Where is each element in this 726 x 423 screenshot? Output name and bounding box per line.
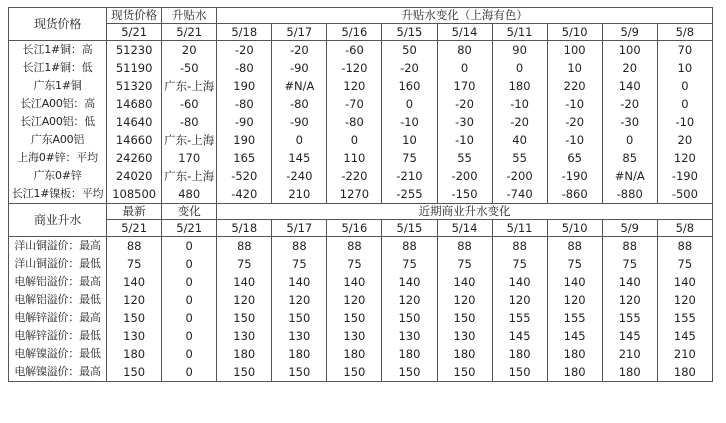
table-row xyxy=(9,291,713,309)
row-label: 长江1#铜：低 xyxy=(9,59,107,77)
history-cell: 88 xyxy=(382,237,437,256)
price-table-container xyxy=(8,7,713,382)
premium-cell: 170 xyxy=(162,149,217,167)
change-cell: 110 xyxy=(327,149,382,167)
row-label: 电解镍溢价：最高 xyxy=(9,363,107,382)
change-cell: -500 xyxy=(657,185,712,204)
history-cell: 180 xyxy=(547,345,602,363)
history-cell: 88 xyxy=(547,237,602,256)
commercial-date-4: 5/14 xyxy=(437,220,492,237)
history-cell: 180 xyxy=(272,345,327,363)
change-cell: 0 xyxy=(657,95,712,113)
history-cell: 120 xyxy=(547,291,602,309)
history-cell: 150 xyxy=(382,363,437,382)
table-row xyxy=(9,273,713,291)
history-cell: 75 xyxy=(217,255,272,273)
change-cell: 0 xyxy=(162,237,217,256)
change-cell: 75 xyxy=(382,149,437,167)
change-cell: 40 xyxy=(492,131,547,149)
change-cell: #N/A xyxy=(272,77,327,95)
row-label: 电解铝溢价：最高 xyxy=(9,273,107,291)
row-label: 长江1#镍板：平均 xyxy=(9,185,107,204)
history-cell: 210 xyxy=(657,345,712,363)
premium-cell: 广东-上海 xyxy=(162,131,217,149)
spot-price-date: 5/21 xyxy=(107,24,162,41)
latest-cell: 120 xyxy=(107,291,162,309)
spot-date-3: 5/15 xyxy=(382,24,437,41)
commercial-date-0: 5/18 xyxy=(217,220,272,237)
table-row xyxy=(9,95,713,113)
history-cell: 150 xyxy=(492,363,547,382)
history-cell: 145 xyxy=(492,327,547,345)
history-cell: 140 xyxy=(602,273,657,291)
change-cell: 0 xyxy=(327,131,382,149)
commercial-date-5: 5/11 xyxy=(492,220,547,237)
history-cell: 150 xyxy=(217,309,272,327)
change-cell: 85 xyxy=(602,149,657,167)
history-cell: 120 xyxy=(602,291,657,309)
history-cell: 88 xyxy=(602,237,657,256)
history-cell: 140 xyxy=(217,273,272,291)
change-cell: -20 xyxy=(437,95,492,113)
latest-cell: 180 xyxy=(107,345,162,363)
change-cell: -70 xyxy=(327,95,382,113)
spot-price-cell: 24260 xyxy=(107,149,162,167)
change-cell: -20 xyxy=(602,95,657,113)
history-cell: 120 xyxy=(382,291,437,309)
change-cell: 70 xyxy=(657,41,712,60)
change-cell: -520 xyxy=(217,167,272,185)
change-cell: 55 xyxy=(492,149,547,167)
change-cell: 180 xyxy=(492,77,547,95)
change-cell: -20 xyxy=(547,113,602,131)
commercial-section-label: 商业升水 xyxy=(9,204,107,237)
spot-price-cell: 51190 xyxy=(107,59,162,77)
table-row xyxy=(9,327,713,345)
change-cell: -740 xyxy=(492,185,547,204)
history-cell: 88 xyxy=(492,237,547,256)
change-cell: -80 xyxy=(217,59,272,77)
history-cell: 130 xyxy=(272,327,327,345)
history-cell: 140 xyxy=(272,273,327,291)
change-cell: 1270 xyxy=(327,185,382,204)
commercial-date-6: 5/10 xyxy=(547,220,602,237)
history-cell: 140 xyxy=(382,273,437,291)
change-cell: -10 xyxy=(492,95,547,113)
history-cell: 150 xyxy=(327,363,382,382)
spot-price-cell: 51230 xyxy=(107,41,162,60)
table-row xyxy=(9,113,713,131)
change-cell: 140 xyxy=(602,77,657,95)
history-cell: 130 xyxy=(327,327,382,345)
history-cell: 120 xyxy=(327,291,382,309)
history-cell: 140 xyxy=(437,273,492,291)
premium-cell: -80 xyxy=(162,113,217,131)
change-cell: -90 xyxy=(272,113,327,131)
change-cell: -240 xyxy=(272,167,327,185)
change-cell: -20 xyxy=(382,59,437,77)
history-cell: 150 xyxy=(437,363,492,382)
spot-price-cell: 14680 xyxy=(107,95,162,113)
history-cell: 150 xyxy=(382,309,437,327)
spot-price-cell: 14660 xyxy=(107,131,162,149)
history-cell: 120 xyxy=(492,291,547,309)
latest-cell: 75 xyxy=(107,255,162,273)
change-cell: 0 xyxy=(162,363,217,382)
table-row xyxy=(9,363,713,382)
change-cell: 10 xyxy=(382,131,437,149)
history-cell: 155 xyxy=(602,309,657,327)
history-cell: 145 xyxy=(657,327,712,345)
change-cell: 100 xyxy=(547,41,602,60)
history-cell: 140 xyxy=(327,273,382,291)
history-cell: 88 xyxy=(437,237,492,256)
table-row xyxy=(9,167,713,185)
history-cell: 120 xyxy=(217,291,272,309)
change-cell: 10 xyxy=(657,59,712,77)
change-cell: 100 xyxy=(602,41,657,60)
change-cell: 0 xyxy=(492,59,547,77)
table-row xyxy=(9,237,713,256)
latest-cell: 150 xyxy=(107,363,162,382)
change-cell: -10 xyxy=(657,113,712,131)
change-cell: -200 xyxy=(492,167,547,185)
commercial-rows xyxy=(9,237,713,382)
change-cell: -190 xyxy=(657,167,712,185)
row-label: 洋山铜溢价：最低 xyxy=(9,255,107,273)
row-label: 长江1#铜：高 xyxy=(9,41,107,60)
history-cell: 180 xyxy=(547,363,602,382)
latest-cell: 140 xyxy=(107,273,162,291)
row-label: 长江A00铝：高 xyxy=(9,95,107,113)
history-cell: 120 xyxy=(657,291,712,309)
change-cell: -80 xyxy=(217,95,272,113)
change-cell: 0 xyxy=(437,59,492,77)
history-cell: 75 xyxy=(657,255,712,273)
history-cell: 88 xyxy=(272,237,327,256)
spot-section-label: 现货价格 xyxy=(9,8,107,41)
history-cell: 210 xyxy=(602,345,657,363)
spot-price-cell: 51320 xyxy=(107,77,162,95)
history-cell: 88 xyxy=(657,237,712,256)
history-cell: 75 xyxy=(327,255,382,273)
change-cell: 210 xyxy=(272,185,327,204)
change-cell: 10 xyxy=(547,59,602,77)
change-cell: 0 xyxy=(162,273,217,291)
change-cell: 120 xyxy=(657,149,712,167)
history-cell: 145 xyxy=(602,327,657,345)
change-cell: 80 xyxy=(437,41,492,60)
spot-date-4: 5/14 xyxy=(437,24,492,41)
change-cell: 0 xyxy=(162,327,217,345)
spot-change-title: 升贴水变化（上海有色） xyxy=(217,8,713,24)
spot-date-2: 5/16 xyxy=(327,24,382,41)
history-cell: 180 xyxy=(327,345,382,363)
premium-cell: 广东-上海 xyxy=(162,167,217,185)
change-cell: -90 xyxy=(272,59,327,77)
spot-price-cell: 24020 xyxy=(107,167,162,185)
change-cell: 55 xyxy=(437,149,492,167)
history-cell: 88 xyxy=(327,237,382,256)
row-label: 电解锌溢价：最低 xyxy=(9,327,107,345)
row-label: 上海0#锌：平均 xyxy=(9,149,107,167)
commercial-change-title: 近期商业升水变化 xyxy=(217,204,713,220)
change-cell: -150 xyxy=(437,185,492,204)
spot-header-row xyxy=(9,8,713,24)
change-cell: -210 xyxy=(382,167,437,185)
spot-premium-col-header: 升贴水 xyxy=(162,8,217,24)
change-cell: -190 xyxy=(547,167,602,185)
change-cell: 0 xyxy=(162,255,217,273)
history-cell: 180 xyxy=(657,363,712,382)
commercial-date-3: 5/15 xyxy=(382,220,437,237)
spot-date-5: 5/11 xyxy=(492,24,547,41)
change-cell: -10 xyxy=(547,95,602,113)
table-row xyxy=(9,59,713,77)
change-cell: -10 xyxy=(547,131,602,149)
history-cell: 180 xyxy=(437,345,492,363)
row-label: 广东1#铜 xyxy=(9,77,107,95)
change-cell: 220 xyxy=(547,77,602,95)
spot-rows xyxy=(9,41,713,204)
spot-date-1: 5/17 xyxy=(272,24,327,41)
history-cell: 75 xyxy=(272,255,327,273)
spot-date-0: 5/18 xyxy=(217,24,272,41)
change-cell: 145 xyxy=(272,149,327,167)
history-cell: 180 xyxy=(382,345,437,363)
history-cell: 150 xyxy=(272,363,327,382)
change-cell: 0 xyxy=(162,309,217,327)
premium-cell: 20 xyxy=(162,41,217,60)
latest-cell: 88 xyxy=(107,237,162,256)
change-cell: -80 xyxy=(272,95,327,113)
change-cell: #N/A xyxy=(602,167,657,185)
change-cell: 50 xyxy=(382,41,437,60)
change-cell: -80 xyxy=(327,113,382,131)
spot-date-7: 5/9 xyxy=(602,24,657,41)
change-cell: 65 xyxy=(547,149,602,167)
table-row xyxy=(9,149,713,167)
change-cell: 160 xyxy=(382,77,437,95)
row-label: 电解镍溢价：最低 xyxy=(9,345,107,363)
spot-price-cell: 108500 xyxy=(107,185,162,204)
change-cell: -20 xyxy=(272,41,327,60)
premium-cell: 480 xyxy=(162,185,217,204)
premium-cell: -60 xyxy=(162,95,217,113)
commercial-change-col-header: 变化 xyxy=(162,204,217,220)
change-cell: -60 xyxy=(327,41,382,60)
premium-cell: -50 xyxy=(162,59,217,77)
change-cell: 0 xyxy=(162,291,217,309)
history-cell: 150 xyxy=(272,309,327,327)
commercial-dates-row xyxy=(9,220,713,237)
history-cell: 180 xyxy=(492,345,547,363)
spot-date-6: 5/10 xyxy=(547,24,602,41)
latest-cell: 130 xyxy=(107,327,162,345)
change-cell: -30 xyxy=(602,113,657,131)
table-row xyxy=(9,185,713,204)
change-cell: 0 xyxy=(602,131,657,149)
change-cell: -90 xyxy=(217,113,272,131)
history-cell: 150 xyxy=(327,309,382,327)
row-label: 洋山铜溢价：最高 xyxy=(9,237,107,256)
change-cell: 190 xyxy=(217,131,272,149)
row-label: 广东A00铝 xyxy=(9,131,107,149)
change-cell: 190 xyxy=(217,77,272,95)
commercial-latest-date: 5/21 xyxy=(107,220,162,237)
history-cell: 120 xyxy=(272,291,327,309)
change-cell: 20 xyxy=(657,131,712,149)
history-cell: 140 xyxy=(547,273,602,291)
commercial-header-row xyxy=(9,204,713,220)
commercial-date-7: 5/9 xyxy=(602,220,657,237)
history-cell: 150 xyxy=(217,363,272,382)
change-cell: -860 xyxy=(547,185,602,204)
change-cell: -220 xyxy=(327,167,382,185)
history-cell: 180 xyxy=(602,363,657,382)
change-cell: -10 xyxy=(437,131,492,149)
history-cell: 155 xyxy=(657,309,712,327)
premium-cell: 广东-上海 xyxy=(162,77,217,95)
history-cell: 130 xyxy=(437,327,492,345)
history-cell: 155 xyxy=(547,309,602,327)
history-cell: 180 xyxy=(217,345,272,363)
table-row xyxy=(9,41,713,60)
change-cell: -200 xyxy=(437,167,492,185)
row-label: 长江A00铝：低 xyxy=(9,113,107,131)
change-cell: 120 xyxy=(327,77,382,95)
history-cell: 140 xyxy=(492,273,547,291)
history-cell: 88 xyxy=(217,237,272,256)
change-cell: 0 xyxy=(382,95,437,113)
change-cell: -30 xyxy=(437,113,492,131)
change-cell: -255 xyxy=(382,185,437,204)
commercial-date-8: 5/8 xyxy=(657,220,712,237)
history-cell: 75 xyxy=(547,255,602,273)
table-row xyxy=(9,255,713,273)
history-cell: 145 xyxy=(547,327,602,345)
change-cell: -880 xyxy=(602,185,657,204)
change-cell: 165 xyxy=(217,149,272,167)
history-cell: 75 xyxy=(602,255,657,273)
change-cell: -120 xyxy=(327,59,382,77)
history-cell: 140 xyxy=(657,273,712,291)
change-cell: -20 xyxy=(492,113,547,131)
history-cell: 130 xyxy=(217,327,272,345)
commercial-latest-col-header: 最新 xyxy=(107,204,162,220)
commercial-date-1: 5/17 xyxy=(272,220,327,237)
history-cell: 75 xyxy=(437,255,492,273)
change-cell: 170 xyxy=(437,77,492,95)
price-table xyxy=(8,7,713,382)
change-cell: 0 xyxy=(162,345,217,363)
change-cell: -20 xyxy=(217,41,272,60)
change-cell: -420 xyxy=(217,185,272,204)
table-row xyxy=(9,345,713,363)
change-cell: 0 xyxy=(272,131,327,149)
row-label: 电解铝溢价：最低 xyxy=(9,291,107,309)
spot-premium-date: 5/21 xyxy=(162,24,217,41)
change-cell: 20 xyxy=(602,59,657,77)
table-row xyxy=(9,77,713,95)
history-cell: 130 xyxy=(382,327,437,345)
commercial-date-2: 5/16 xyxy=(327,220,382,237)
history-cell: 75 xyxy=(492,255,547,273)
commercial-change-date: 5/21 xyxy=(162,220,217,237)
change-cell: -10 xyxy=(382,113,437,131)
history-cell: 150 xyxy=(437,309,492,327)
latest-cell: 150 xyxy=(107,309,162,327)
spot-date-8: 5/8 xyxy=(657,24,712,41)
change-cell: 0 xyxy=(657,77,712,95)
spot-price-cell: 14640 xyxy=(107,113,162,131)
row-label: 广东0#锌 xyxy=(9,167,107,185)
table-row xyxy=(9,131,713,149)
row-label: 电解锌溢价：最高 xyxy=(9,309,107,327)
spot-price-col-header: 现货价格 xyxy=(107,8,162,24)
change-cell: 90 xyxy=(492,41,547,60)
spot-dates-row xyxy=(9,24,713,41)
history-cell: 155 xyxy=(492,309,547,327)
history-cell: 120 xyxy=(437,291,492,309)
table-row xyxy=(9,309,713,327)
history-cell: 75 xyxy=(382,255,437,273)
